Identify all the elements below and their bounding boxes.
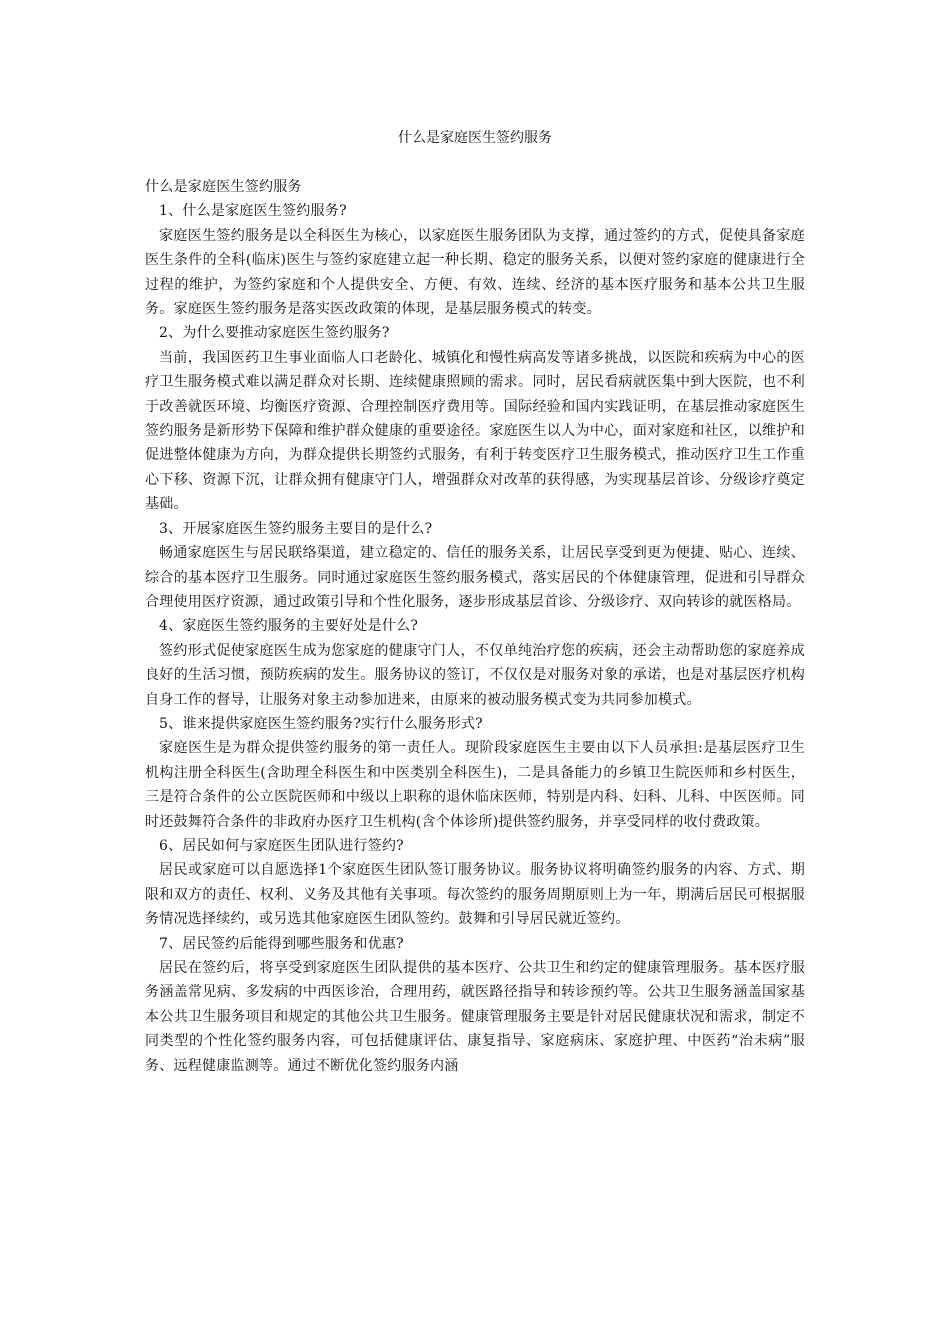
answer-3: 畅通家庭医生与居民联络渠道，建立稳定的、信任的服务关系，让居民享受到更为便捷、贴心、连续、综合的基本医疗卫生服务。同时通过家庭医生签约服务模式，落实居民的个体健康管理，促进和引导群众合理使用医疗资源，通过政策引导和个性化服务，逐步形成基层首诊、分级诊疗、双向转诊的就医格局。 xyxy=(145,545,805,610)
question-2: 2、为什么要推动家庭医生签约服务? xyxy=(159,325,390,342)
answer-1: 家庭医生签约服务是以全科医生为核心，以家庭医生服务团队为支撑，通过签约的方式，促使具备家庭医生条件的全科(临床)医生与签约家庭建立起一种长期、稳定的服务关系，以便对签约家庭的健康进行全过程的维护，为签约家庭和个人提供安全、方便、有效、连续、经济的基本医疗服务和基本公共卫生服务。家庭医生签约服务是落实医改政策的体现，是基层服务模式的转变。 xyxy=(145,227,805,318)
answer-4: 签约形式促使家庭医生成为您家庭的健康守门人，不仅单纯治疗您的疾病，还会主动帮助您的家庭养成良好的生活习惯，预防疾病的发生。服务协议的签订，不仅仅是对服务对象的承诺，也是对基层医疗机构自身工作的督导，让服务对象主动参加进来，由原来的被动服务模式变为共同参加模式。 xyxy=(145,642,805,708)
document-body xyxy=(145,175,805,1078)
question-7: 7、居民签约后能得到哪些服务和优惠? xyxy=(159,935,404,952)
answer-7: 居民在签约后，将享受到家庭医生团队提供的基本医疗、公共卫生和约定的健康管理服务。基本医疗服务涵盖常见病、多发病的中西医诊治，合理用药，就医路径指导和转诊预约等。公共卫生服务涵盖国家基本公共卫生服务项目和规定的其他公共卫生服务。健康管理服务主要是针对居民健康状况和需求，制定不同类型的个性化签约服务内容，可包括健康评估、康复指导、家庭病床、家庭护理、中医药“治未病”服务、远程健康监测等。通过不断优化签约服务内涵 xyxy=(145,960,805,1074)
question-4: 4、家庭医生签约服务的主要好处是什么? xyxy=(159,618,419,635)
question-1: 1、什么是家庭医生签约服务? xyxy=(159,203,347,220)
answer-2: 当前，我国医药卫生事业面临人口老龄化、城镇化和慢性病高发等诸多挑战，以医院和疾病为中心的医疗卫生服务模式难以满足群众对长期、连续健康照顾的需求。同时，居民看病就医集中到大医院，也不利于改善就医环境、均衡医疗资源、合理控制医疗费用等。国际经验和国内实践证明，在基层推动家庭医生签约服务是新形势下保障和维护群众健康的重要途径。家庭医生以人为中心，面对家庭和社区，以维护和促进整体健康为方向，为群众提供长期签约式服务，有利于转变医疗卫生服务模式，推动医疗卫生工作重心下移、资源下沉，让群众拥有健康守门人，增强群众对改革的获得感，为实现基层首诊、分级诊疗奠定基础。 xyxy=(145,349,805,513)
question-6: 6、居民如何与家庭医生团队进行签约? xyxy=(159,837,404,854)
question-5: 5、谁来提供家庭医生签约服务?实行什么服务形式? xyxy=(159,715,483,732)
answer-5: 家庭医生是为群众提供签约服务的第一责任人。现阶段家庭医生主要由以下人员承担:是基层医疗卫生机构注册全科医生(含助理全科医生和中医类别全科医生)，二是具备能力的乡镇卫生院医师和乡村医生，三是符合条件的公立医院医师和中级以上职称的退休临床医师，特别是内科、妇科、儿科、中医医师。同时还鼓舞符合条件的非政府办医疗卫生机构(含个体诊所)提供签约服务，并享受同样的收付费政策。 xyxy=(145,740,805,830)
document-title: 什么是家庭医生签约服务 xyxy=(398,130,552,146)
question-3: 3、开展家庭医生签约服务主要目的是什么? xyxy=(159,520,433,537)
answer-6: 居民或家庭可以自愿选择1个家庭医生团队签订服务协议。服务协议将明确签约服务的内容、方式、期限和双方的责任、权利、义务及其他有关事项。每次签约的服务周期原则上为一年，期满后居民可根据服务情况选择续约，或另选其他家庭医生团队签约。鼓舞和引导居民就近签约。 xyxy=(145,862,805,928)
document-subtitle: 什么是家庭医生签约服务 xyxy=(145,179,302,195)
